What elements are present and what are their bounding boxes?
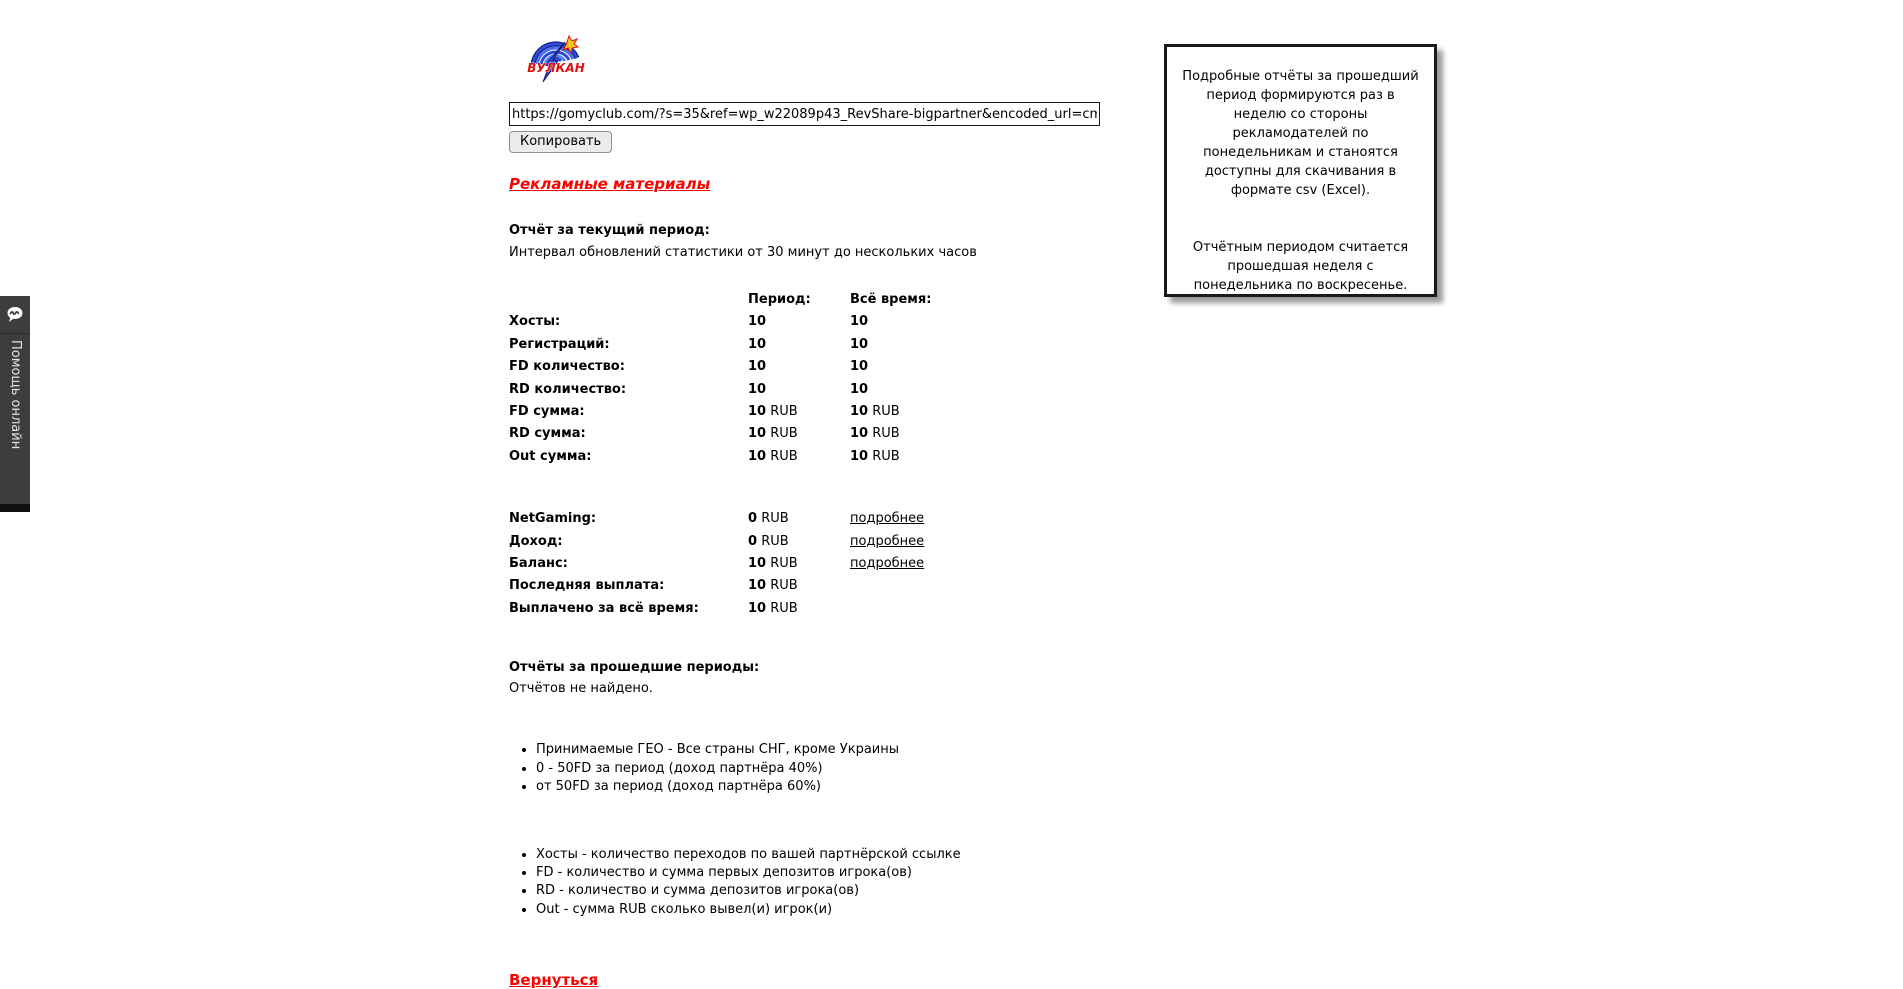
table-cell-all-time: 10 RUB — [850, 426, 900, 442]
table-cell-all-time: 10 RUB — [850, 448, 900, 464]
copy-button[interactable]: Копировать — [509, 131, 612, 153]
online-help-tab[interactable] — [0, 296, 30, 512]
current-report-table — [509, 289, 1129, 468]
totals-row-label: Последняя выплата: — [509, 578, 665, 594]
glossary-list — [509, 846, 1129, 920]
vulkan-logo-text: ВУЛКАН — [527, 61, 585, 75]
totals-table — [509, 508, 1129, 620]
table-cell-period: 10 RUB — [748, 404, 798, 420]
totals-cell-value: 10 RUB — [748, 600, 798, 616]
details-link[interactable]: подробнее — [850, 511, 925, 527]
current-report-title: Отчёт за текущий период: — [509, 223, 710, 238]
totals-row-label: Доход: — [509, 533, 563, 549]
table-row-label: FD количество: — [509, 359, 625, 375]
info-box-paragraph-1: Подробные отчёты за прошедший период формируются раз в неделю со стороны рекламодателей по понедельникам и станоятся доступны для скачивания в формате csv (Excel). — [1182, 69, 1419, 198]
totals-cell-link — [850, 598, 1020, 620]
weekly-reports-info-box — [1164, 44, 1437, 297]
table-cell-all-time: 10 — [850, 381, 869, 397]
glossary-list-item: • FD - количество и сумма первых депозитов игрока(ов) — [536, 864, 1129, 882]
totals-cell-link — [850, 531, 1020, 553]
table-row-label: FD сумма: — [509, 404, 585, 420]
totals-cell-value: 0 RUB — [748, 511, 789, 527]
table-cell-all-time: 10 — [850, 336, 869, 352]
table-cell-all-time: 10 — [850, 314, 869, 330]
totals-cell-value: 0 RUB — [748, 533, 789, 549]
vulkan-logo — [525, 30, 1129, 82]
column-header-all-time: Всё время: — [850, 292, 932, 307]
main-content — [509, 30, 1129, 989]
totals-row-label: Баланс: — [509, 556, 568, 572]
promo-materials-link[interactable]: Рекламные материалы — [509, 175, 711, 193]
column-header-period: Период: — [748, 292, 811, 307]
table-cell-period: 10 — [748, 314, 767, 330]
terms-list — [509, 741, 1129, 796]
chat-bubble-icon — [0, 296, 30, 334]
totals-cell-value: 10 RUB — [748, 556, 798, 572]
table-cell-period: 10 — [748, 359, 767, 375]
terms-list-item: • 0 - 50FD за период (доход партнёра 40%) — [536, 760, 1129, 778]
table-cell-period: 10 — [748, 336, 767, 352]
online-help-label: Помощь онлайн — [8, 340, 23, 450]
totals-cell-link — [850, 575, 1020, 597]
terms-list-item: • от 50FD за период (доход партнёра 60%) — [536, 778, 1129, 796]
totals-cell-link — [850, 553, 1020, 575]
table-row-label: Регистраций: — [509, 336, 610, 352]
table-row-label: Хосты: — [509, 314, 561, 330]
vulkan-logo-image — [525, 30, 587, 86]
current-report-subtitle: Интервал обновлений статистики от 30 минут до нескольких часов — [509, 245, 977, 260]
totals-cell-value: 10 RUB — [748, 578, 798, 594]
table-cell-period: 10 RUB — [748, 448, 798, 464]
totals-cell-link — [850, 508, 1020, 530]
table-row-label: RD сумма: — [509, 426, 586, 442]
help-tab-footer — [0, 504, 30, 512]
details-link[interactable]: подробнее — [850, 533, 925, 549]
past-reports-empty: Отчётов не найдено. — [509, 681, 653, 697]
totals-row-label: NetGaming: — [509, 511, 597, 527]
table-row-label: Out сумма: — [509, 448, 592, 464]
online-help-label-area — [0, 334, 30, 504]
glossary-list-item: • Out - сумма RUB сколько вывел(и) игрок(и) — [536, 901, 1129, 919]
table-cell-period: 10 — [748, 381, 767, 397]
table-cell-period: 10 RUB — [748, 426, 798, 442]
info-box-paragraph-2: Отчётным периодом считается прошедшая неделя с понедельника по воскресенье. — [1192, 240, 1409, 293]
past-reports-title: Отчёты за прошедшие периоды: — [509, 660, 760, 676]
table-cell-all-time: 10 RUB — [850, 404, 900, 420]
glossary-list-item: • RD - количество и сумма депозитов игрока(ов) — [536, 882, 1129, 900]
details-link[interactable]: подробнее — [850, 556, 925, 572]
back-link[interactable]: Вернуться — [509, 971, 599, 989]
totals-row-label: Выплачено за всё время: — [509, 600, 699, 616]
table-corner-cell — [509, 289, 748, 311]
table-row-label: RD количество: — [509, 381, 627, 397]
terms-list-item: • Принимаемые ГЕО - Все страны СНГ, кроме Украины — [536, 741, 1129, 759]
glossary-list-item: • Хосты - количество переходов по вашей партнёрской ссылке — [536, 846, 1129, 864]
table-cell-all-time: 10 — [850, 359, 869, 375]
referral-url-input[interactable] — [509, 102, 1100, 126]
